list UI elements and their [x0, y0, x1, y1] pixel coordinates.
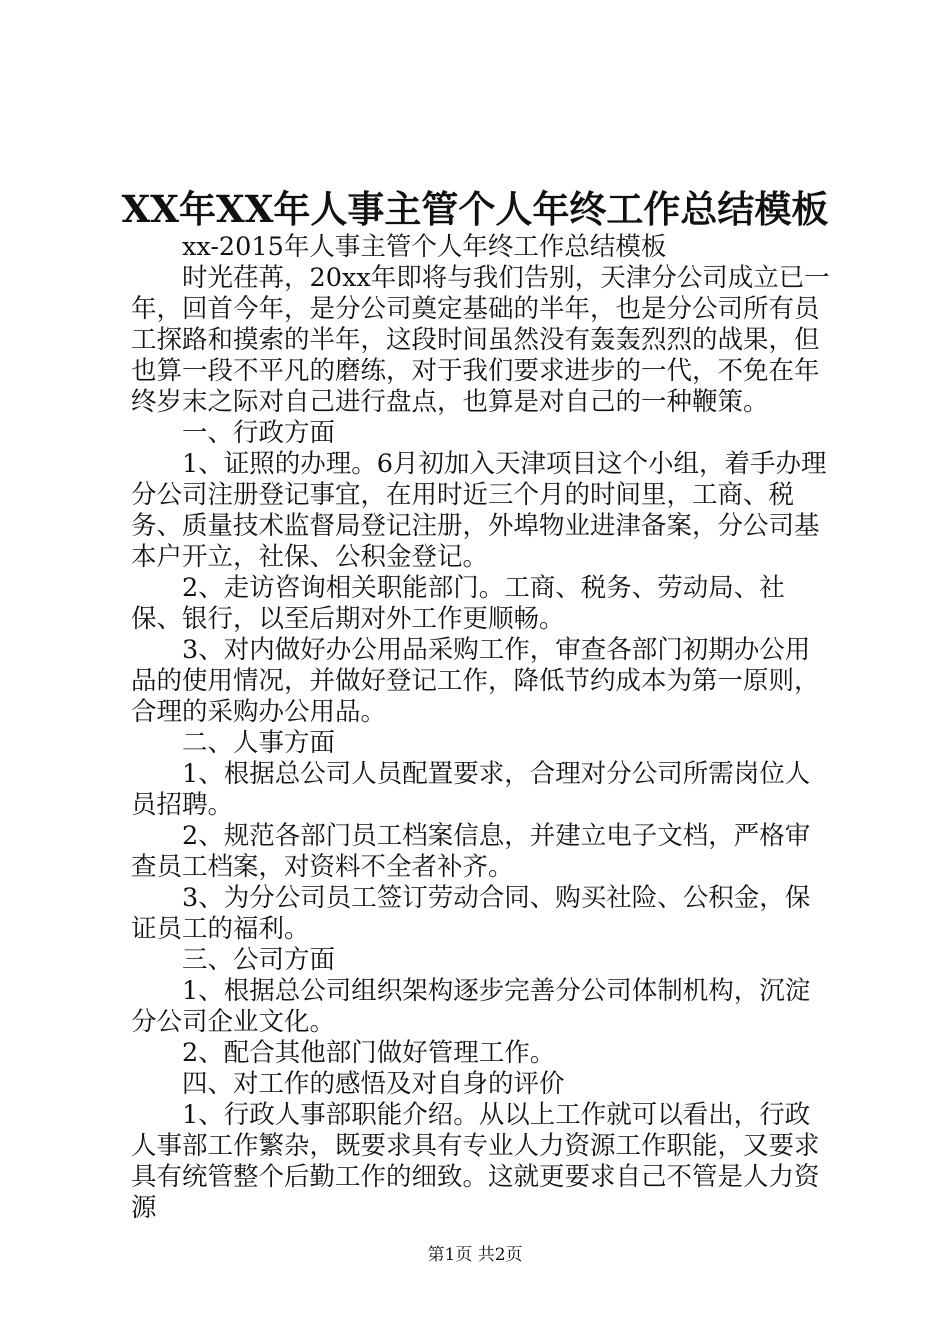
- paragraph-subtitle: xx-2015年人事主管个人年终工作总结模板: [182, 232, 667, 262]
- paragraph-hr-3: 3、为分公司员工签订劳动合同、购买社险、公积金，保证员工的福利。: [131, 883, 811, 944]
- paragraph-reflection-1: 1、行政人事部职能介绍。从以上工作就可以看出，行政人事部工作繁杂，既要求具有专业人力资源工作职能，又要求具有统管整个后勤工作的细致。这就更要求自己不管是人力资源: [131, 1100, 820, 1223]
- document-body: [131, 232, 831, 1224]
- paragraph-intro: 时光荏苒，20xx年即将与我们告别，天津分公司成立已一年，回首今年，是分公司奠定基础的半年，也是分公司所有员工探路和摸索的半年，这段时间虽然没有轰轰烈烈的战果，但也算一段不平凡的磨练，对于我们要求进步的一代，不免在年终岁末之际对自己进行盘点，也算是对自己的一种鞭策。: [131, 263, 830, 417]
- paragraph-hr-2: 2、规范各部门员工档案信息，并建立电子文档，严格审查员工档案，对资料不全者补齐。: [131, 821, 811, 882]
- section-heading-company: 三、公司方面: [182, 945, 336, 975]
- paragraph-company-1: 1、根据总公司组织架构逐步完善分公司体制机构，沉淀分公司企业文化。: [131, 976, 811, 1037]
- section-heading-reflection: 四、对工作的感悟及对自身的评价: [182, 1069, 565, 1099]
- paragraph-admin-3: 3、对内做好办公用品采购工作，审查各部门初期办公用品的使用情况，并做好登记工作，降低节约成本为第一原则，合理的采购办公用品。: [131, 635, 820, 727]
- section-heading-admin: 一、行政方面: [182, 418, 336, 448]
- page-footer: 第1页 共2页: [427, 1245, 523, 1265]
- paragraph-admin-2: 2、走访咨询相关职能部门。工商、税务、劳动局、社保、银行，以至后期对外工作更顺畅。: [131, 573, 785, 634]
- document-title: XX年XX年人事主管个人年终工作总结模板: [121, 187, 829, 231]
- section-heading-hr: 二、人事方面: [182, 728, 336, 758]
- paragraph-admin-1: 1、证照的办理。6月初加入天津项目这个小组，着手办理分公司注册登记事宜，在用时近三个月的时间里，工商、税务、质量技术监督局登记注册，外埠物业进津备案，分公司基本户开立，社保、公积金登记。: [131, 449, 827, 572]
- paragraph-company-2: 2、配合其他部门做好管理工作。: [182, 1038, 556, 1068]
- paragraph-hr-1: 1、根据总公司人员配置要求，合理对分公司所需岗位人员招聘。: [131, 759, 811, 820]
